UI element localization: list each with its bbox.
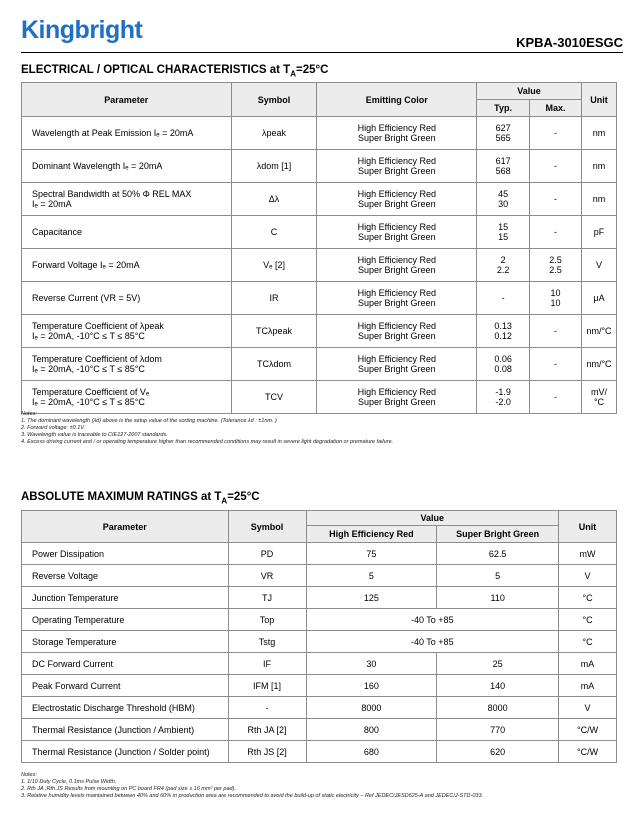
absolute-title-sub: A (221, 496, 228, 506)
abs-note-line: 3. Relative humidity levels maintained between 40% and 60% in production area are recommended to avoid the build-up of static electricity – Ref JEDEC/JESD625-A and JEDEC/J-STD-033. (21, 793, 484, 799)
electrical-title-prefix: ELECTRICAL / OPTICAL CHARACTERISTICS at T (21, 64, 291, 76)
abs-param-cell: Thermal Resistance (Junction / Solder point) (22, 741, 229, 763)
header-divider (21, 52, 623, 53)
abs-row (22, 719, 617, 741)
elec-param-cell (22, 117, 232, 150)
elec-param-cell (22, 282, 232, 315)
elec-param-line2: Iₑ = 20mA, -10°C ≤ T ≤ 85°C (32, 397, 145, 407)
elec-color-cell (317, 117, 477, 150)
abs-note-line: Notes: (21, 772, 37, 778)
abs-header-parameter: Parameter (22, 511, 229, 543)
elec-color-cell (317, 282, 477, 315)
elec-typ-line1: 627 (495, 123, 511, 133)
abs-header-sbg: Super Bright Green (437, 526, 559, 543)
abs-row (22, 653, 617, 675)
elec-unit-cell: mV/°C (581, 381, 616, 414)
elec-max-cell (530, 117, 582, 150)
elec-typ-cell (477, 282, 530, 315)
elec-param-cell (22, 150, 232, 183)
elec-typ-line1: 0.06 (494, 354, 512, 364)
abs-merged-value-cell: -40 To +85 (306, 609, 559, 631)
elec-color-cell (317, 183, 477, 216)
elec-symbol-cell: TCλpeak (231, 315, 317, 348)
elec-typ-line1: 2 (500, 255, 506, 265)
elec-color-cell (317, 150, 477, 183)
abs-her-cell: 30 (306, 653, 437, 675)
elec-color-line1: High Efficiency Red (357, 255, 436, 265)
elec-color-line2: Super Bright Green (358, 166, 436, 176)
part-number: KPBA-3010ESGC (516, 35, 623, 50)
abs-sbg-cell: 620 (437, 741, 559, 763)
elec-color-line1: High Efficiency Red (357, 354, 436, 364)
elec-param-line1: Forward Voltage Iₑ = 20mA (32, 260, 140, 270)
elec-typ-line1: - (501, 293, 505, 303)
abs-symbol-cell: IFM [1] (228, 675, 306, 697)
elec-row (22, 348, 617, 381)
elec-symbol-cell: λpeak (231, 117, 317, 150)
elec-param-line2: Iₑ = 20mA, -10°C ≤ T ≤ 85°C (32, 331, 145, 341)
abs-unit-cell: mW (559, 543, 617, 565)
abs-row (22, 631, 617, 653)
abs-row (22, 675, 617, 697)
electrical-title-suffix: =25°C (295, 64, 329, 76)
elec-typ-cell (477, 117, 530, 150)
elec-unit-cell: nm (581, 183, 616, 216)
elec-unit-cell: pF (581, 216, 616, 249)
abs-row (22, 587, 617, 609)
elec-param-line1: Capacitance (32, 227, 83, 237)
elec-param-line1: Reverse Current (VR = 5V) (32, 293, 141, 303)
elec-note-line: 2. Forward voltage: ±0.1V. (21, 425, 86, 431)
electrical-title-sub: A (290, 69, 296, 79)
abs-param-cell: Electrostatic Discharge Threshold (HBM) (22, 697, 229, 719)
elec-unit-cell: nm (581, 150, 616, 183)
abs-sbg-cell: 5 (437, 565, 559, 587)
elec-param-cell (22, 216, 232, 249)
elec-typ-cell (477, 348, 530, 381)
elec-typ-cell (477, 381, 530, 414)
abs-her-cell: 680 (306, 741, 437, 763)
absolute-title-suffix: =25°C (227, 491, 260, 503)
elec-typ-line2: 2.2 (496, 265, 510, 275)
abs-merged-value-cell: -40 To +85 (306, 631, 559, 653)
elec-header-parameter: Parameter (22, 83, 232, 117)
elec-typ-cell (477, 150, 530, 183)
abs-symbol-cell: IF (228, 653, 306, 675)
abs-symbol-cell: PD (228, 543, 306, 565)
elec-header-symbol: Symbol (231, 83, 317, 117)
elec-color-line2: Super Bright Green (358, 199, 436, 209)
elec-max-cell (530, 249, 582, 282)
abs-her-cell: 125 (306, 587, 437, 609)
elec-color-cell (317, 216, 477, 249)
elec-note-line: 3. Wavelength value is traceable to CIE127-2007 standards. (21, 432, 168, 438)
elec-max-line1: - (554, 326, 558, 336)
abs-unit-cell: V (559, 565, 617, 587)
elec-header-color: Emitting Color (317, 83, 477, 117)
elec-max-line1: - (554, 227, 558, 237)
abs-her-cell: 160 (306, 675, 437, 697)
elec-max-cell (530, 381, 582, 414)
abs-symbol-cell: VR (228, 565, 306, 587)
elec-unit-cell: nm/°C (581, 315, 616, 348)
elec-header-typ: Typ. (477, 100, 530, 117)
elec-symbol-cell: Vₑ [2] (231, 249, 317, 282)
elec-max-cell (530, 216, 582, 249)
elec-param-cell (22, 249, 232, 282)
electrical-notes (21, 411, 393, 446)
abs-sbg-cell: 770 (437, 719, 559, 741)
abs-unit-cell: °C (559, 609, 617, 631)
elec-row (22, 183, 617, 216)
abs-unit-cell: mA (559, 653, 617, 675)
abs-header-value: Value (306, 511, 559, 526)
elec-typ-cell (477, 249, 530, 282)
elec-note-line: 4. Excess driving current and / or operating temperature higher than recommended conditions may result in severe light degradation or premature failure. (21, 439, 394, 445)
elec-typ-line2: 0.08 (494, 364, 512, 374)
elec-max-cell (530, 282, 582, 315)
abs-row (22, 565, 617, 587)
abs-param-cell: Power Dissipation (22, 543, 229, 565)
elec-color-line1: High Efficiency Red (357, 222, 436, 232)
elec-symbol-cell: TCV (231, 381, 317, 414)
elec-typ-cell (477, 315, 530, 348)
elec-param-line2: Iₑ = 20mA (32, 199, 72, 209)
elec-symbol-cell: λdom [1] (231, 150, 317, 183)
elec-color-cell (317, 315, 477, 348)
abs-row (22, 543, 617, 565)
abs-row (22, 609, 617, 631)
elec-param-cell (22, 183, 232, 216)
elec-row (22, 315, 617, 348)
abs-note-line: 1. 1/10 Duty Cycle, 0.1ms Pulse Width. (21, 779, 117, 785)
elec-param-line1: Temperature Coefficient of Vₑ (32, 387, 150, 397)
abs-param-cell: Junction Temperature (22, 587, 229, 609)
elec-typ-cell (477, 183, 530, 216)
elec-max-line1: 10 (550, 288, 561, 298)
elec-param-line1: Dominant Wavelength Iₑ = 20mA (32, 161, 163, 171)
elec-row (22, 216, 617, 249)
abs-her-cell: 8000 (306, 697, 437, 719)
electrical-table (21, 82, 617, 414)
elec-color-line2: Super Bright Green (358, 397, 436, 407)
elec-max-line1: - (554, 359, 558, 369)
absolute-table (21, 510, 617, 763)
abs-symbol-cell: Rth JS [2] (228, 741, 306, 763)
elec-color-cell (317, 249, 477, 282)
elec-param-line1: Wavelength at Peak Emission Iₑ = 20mA (32, 128, 194, 138)
elec-color-line2: Super Bright Green (358, 232, 436, 242)
elec-typ-line2: 30 (498, 199, 509, 209)
elec-max-line1: - (554, 128, 558, 138)
elec-unit-cell: V (581, 249, 616, 282)
elec-unit-cell: nm (581, 117, 616, 150)
elec-max-cell (530, 183, 582, 216)
abs-symbol-cell: TJ (228, 587, 306, 609)
absolute-section-title (21, 491, 260, 505)
elec-unit-cell: nm/°C (581, 348, 616, 381)
elec-param-cell (22, 381, 232, 414)
elec-color-line1: High Efficiency Red (357, 288, 436, 298)
elec-param-line1: Spectral Bandwidth at 50% Φ REL MAX (32, 189, 192, 199)
abs-param-cell: Peak Forward Current (22, 675, 229, 697)
elec-color-line1: High Efficiency Red (357, 387, 436, 397)
elec-param-line1: Temperature Coefficient of λpeak (32, 321, 164, 331)
abs-header-symbol: Symbol (228, 511, 306, 543)
elec-typ-line1: -1.9 (495, 387, 511, 397)
elec-color-line1: High Efficiency Red (357, 156, 436, 166)
abs-row (22, 697, 617, 719)
abs-header-unit: Unit (559, 511, 617, 543)
brand-logo: Kingbright (21, 16, 143, 44)
absolute-title-prefix: ABSOLUTE MAXIMUM RATINGS at T (21, 491, 222, 503)
elec-max-line1: - (554, 194, 558, 204)
elec-typ-cell (477, 216, 530, 249)
elec-param-line2: Iₑ = 20mA, -10°C ≤ T ≤ 85°C (32, 364, 145, 374)
abs-header-her: High Efficiency Red (306, 526, 437, 543)
elec-max-line1: - (554, 161, 558, 171)
abs-her-cell: 5 (306, 565, 437, 587)
elec-header-max: Max. (530, 100, 582, 117)
elec-max-cell (530, 348, 582, 381)
elec-max-cell (530, 315, 582, 348)
elec-color-line1: High Efficiency Red (357, 321, 436, 331)
elec-header-unit: Unit (581, 83, 616, 117)
elec-note-line: Notes: (21, 411, 37, 417)
elec-symbol-cell: IR (231, 282, 317, 315)
electrical-section-title (21, 64, 328, 78)
abs-note-line: 2. Rth JA ,Rth JS Results from mounting on PC board FR4 (pad size ≥ 16 mm² per pad). (21, 786, 236, 792)
abs-param-cell: Operating Temperature (22, 609, 229, 631)
abs-sbg-cell: 8000 (437, 697, 559, 719)
elec-typ-line1: 617 (495, 156, 511, 166)
elec-param-line1: Temperature Coefficient of λdom (32, 354, 162, 364)
elec-row (22, 117, 617, 150)
elec-typ-line2: 0.12 (494, 331, 512, 341)
elec-row (22, 282, 617, 315)
abs-param-cell: Storage Temperature (22, 631, 229, 653)
elec-max-line1: - (554, 392, 558, 402)
elec-typ-line2: -2.0 (495, 397, 511, 407)
elec-param-cell (22, 348, 232, 381)
elec-color-line2: Super Bright Green (358, 331, 436, 341)
abs-unit-cell: °C (559, 587, 617, 609)
elec-unit-cell: μA (581, 282, 616, 315)
abs-unit-cell: °C/W (559, 719, 617, 741)
abs-sbg-cell: 62.5 (437, 543, 559, 565)
abs-param-cell: Reverse Voltage (22, 565, 229, 587)
absolute-notes (21, 772, 483, 800)
elec-symbol-cell: Δλ (231, 183, 317, 216)
elec-color-cell (317, 348, 477, 381)
abs-symbol-cell: Top (228, 609, 306, 631)
abs-sbg-cell: 25 (437, 653, 559, 675)
abs-sbg-cell: 140 (437, 675, 559, 697)
abs-param-cell: DC Forward Current (22, 653, 229, 675)
elec-typ-line1: 45 (498, 189, 509, 199)
elec-max-line2: 2.5 (549, 265, 562, 275)
elec-typ-line2: 565 (495, 133, 511, 143)
abs-row (22, 741, 617, 763)
abs-symbol-cell: Rth JA [2] (228, 719, 306, 741)
elec-param-cell (22, 315, 232, 348)
elec-typ-line1: 0.13 (494, 321, 512, 331)
abs-unit-cell: mA (559, 675, 617, 697)
elec-color-line2: Super Bright Green (358, 298, 436, 308)
elec-color-line2: Super Bright Green (358, 265, 436, 275)
elec-color-line1: High Efficiency Red (357, 123, 436, 133)
abs-param-cell: Thermal Resistance (Junction / Ambient) (22, 719, 229, 741)
elec-row (22, 249, 617, 282)
abs-symbol-cell: Tstg (228, 631, 306, 653)
elec-typ-line1: 15 (498, 222, 509, 232)
elec-max-line2: 10 (550, 298, 561, 308)
abs-symbol-cell: - (228, 697, 306, 719)
abs-her-cell: 75 (306, 543, 437, 565)
elec-color-line1: High Efficiency Red (357, 189, 436, 199)
elec-max-cell (530, 150, 582, 183)
elec-color-line2: Super Bright Green (358, 133, 436, 143)
elec-typ-line2: 568 (495, 166, 511, 176)
abs-sbg-cell: 110 (437, 587, 559, 609)
elec-header-value: Value (477, 83, 582, 100)
abs-unit-cell: °C/W (559, 741, 617, 763)
elec-symbol-cell: C (231, 216, 317, 249)
abs-her-cell: 800 (306, 719, 437, 741)
elec-typ-line2: 15 (498, 232, 509, 242)
elec-color-cell (317, 381, 477, 414)
elec-row (22, 150, 617, 183)
elec-color-line2: Super Bright Green (358, 364, 436, 374)
abs-unit-cell: °C (559, 631, 617, 653)
abs-unit-cell: V (559, 697, 617, 719)
elec-row (22, 381, 617, 414)
elec-max-line1: 2.5 (549, 255, 562, 265)
elec-symbol-cell: TCλdom (231, 348, 317, 381)
elec-note-line: 1. The dominant wavelength (λd) above is the setup value of the sorting machine. (Tolerance λd : ±1nm. ) (21, 418, 277, 424)
